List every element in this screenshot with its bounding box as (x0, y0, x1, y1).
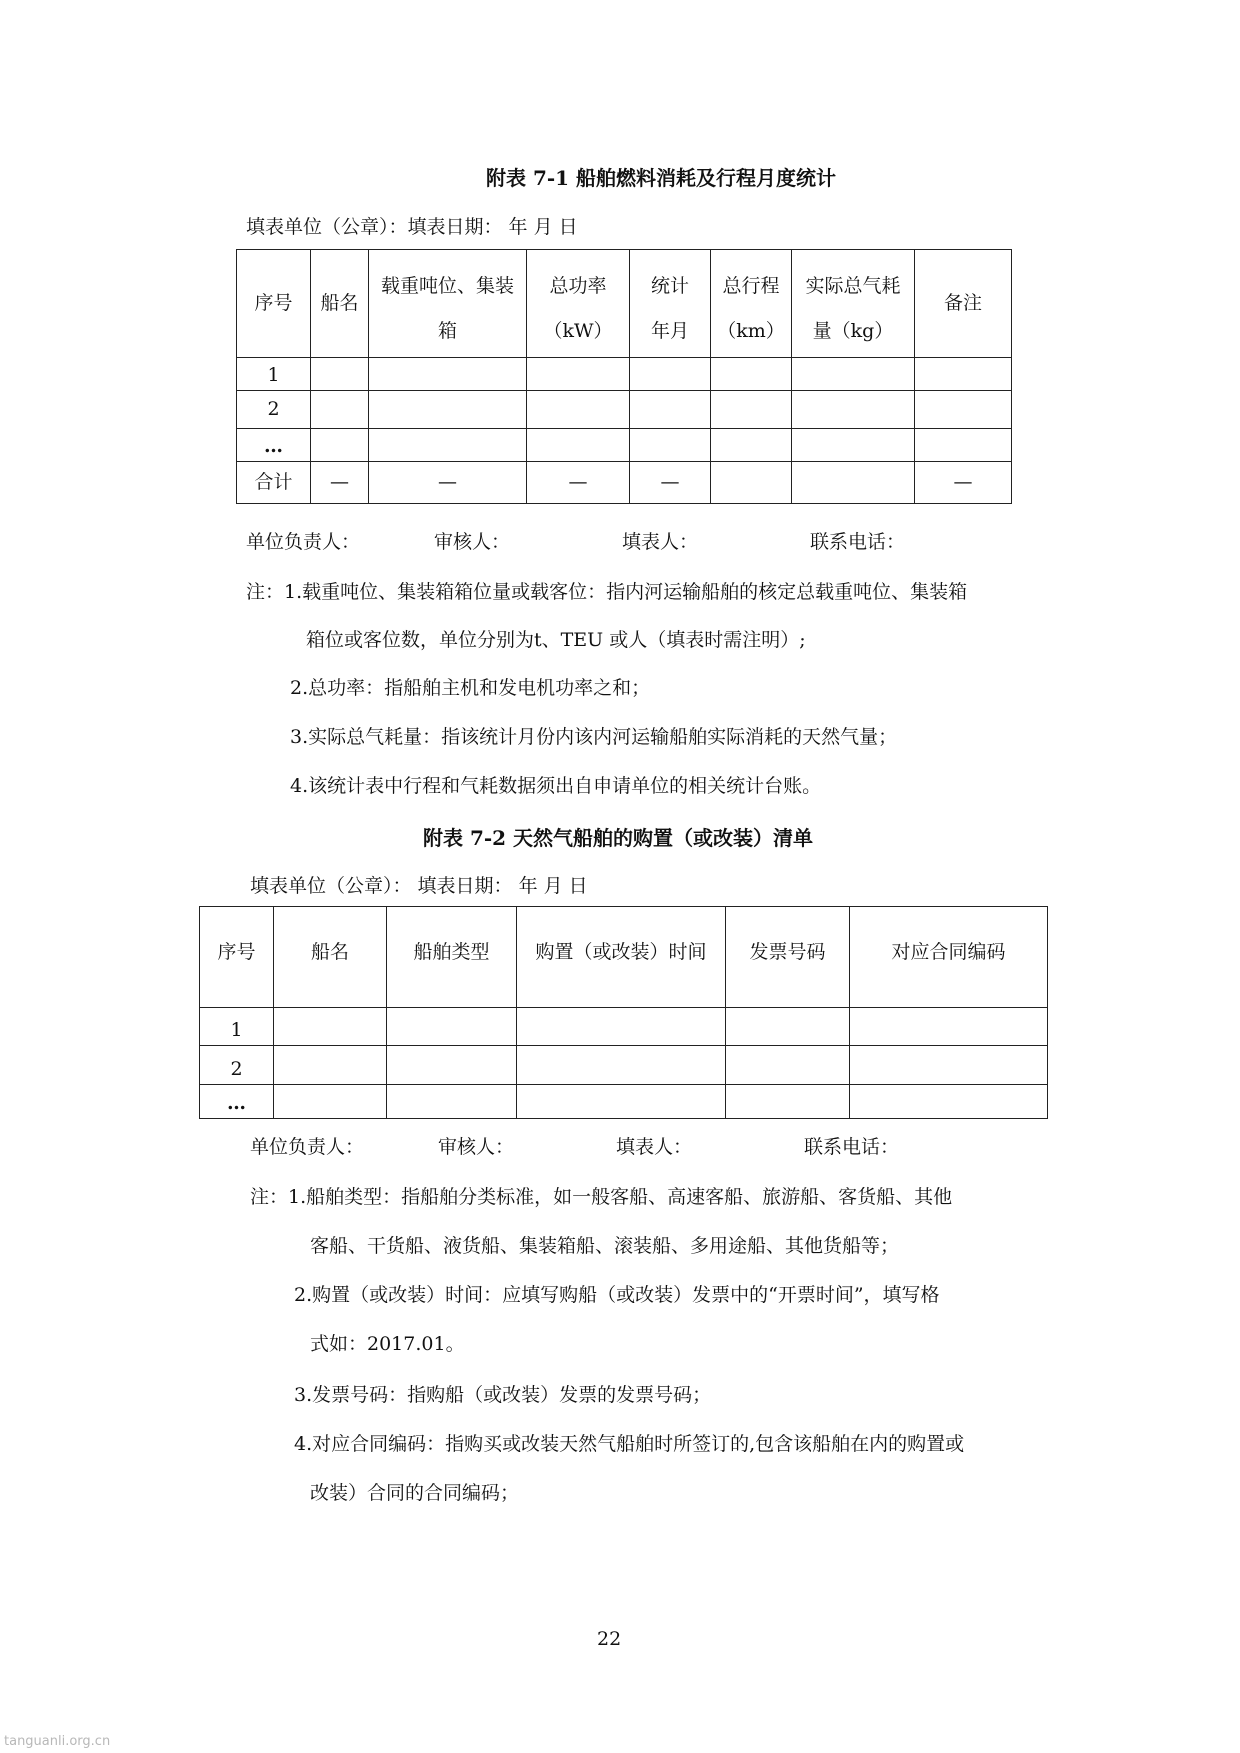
table1-note: 2.总功率：指船舶主机和发电机功率之和； (290, 677, 651, 699)
table1-sig-reviewer: 审核人： (434, 531, 511, 553)
table2-note: 2.购置（或改装）时间：应填写购船（或改装）发票中的“开票时间”，填写格 (294, 1284, 940, 1306)
table2-header-seq: 序号 (200, 907, 274, 1008)
table1-header-distance-line1: 总行程 (722, 275, 780, 297)
table1 (236, 249, 1012, 504)
table1-header-distance (711, 250, 792, 358)
table-row (200, 1008, 1048, 1046)
table2-note: 式如：2017.01。 (310, 1333, 465, 1355)
table1-total-label: 合计 (237, 462, 311, 504)
table2-header-type: 船舶类型 (387, 907, 517, 1008)
table1-row-seq: 1 (237, 358, 311, 391)
table1-note: 注：1.载重吨位、集装箱箱位量或载客位：指内河运输船舶的核定总载重吨位、集装箱 (246, 581, 968, 603)
table1-header-tonnage (369, 250, 527, 358)
table1-total-dash: — (369, 462, 527, 504)
table2-header-time: 购置（或改装）时间 (517, 907, 726, 1008)
table-row (200, 1085, 1048, 1119)
table1-note: 4.该统计表中行程和气耗数据须出自申请单位的相关统计台账。 (290, 775, 822, 797)
page-number: 22 (597, 1628, 622, 1650)
table1-header-power (527, 250, 630, 358)
table1-total-dash: — (527, 462, 630, 504)
table1-header-tonnage-line2: 箱 (437, 319, 457, 342)
table2-sig-reviewer: 审核人： (438, 1136, 515, 1158)
table1-title: 附表 7-1 船舶燃料消耗及行程月度统计 (486, 166, 837, 190)
table1-header-gas (792, 250, 915, 358)
table1-header-name: 船名 (311, 250, 369, 358)
table1-note: 3.实际总气耗量：指该统计月份内该内河运输船舶实际消耗的天然气量； (290, 726, 898, 748)
table1-total-row (237, 462, 1012, 504)
table2-fill-line: 填表单位（公章）： 填表日期： 年 月 日 (250, 875, 588, 897)
table-row (237, 391, 1012, 429)
table1-row-seq: … (237, 429, 311, 462)
table2-row-seq: 1 (200, 1008, 274, 1046)
table2-header-contract: 对应合同编码 (850, 907, 1048, 1008)
table1-sig-filler: 填表人： (622, 531, 699, 553)
table1-sig-head: 单位负责人： (246, 531, 361, 553)
table1-header-seq: 序号 (237, 250, 311, 358)
table1-note: 箱位或客位数，单位分别为t、TEU 或人（填表时需注明）; (306, 629, 806, 651)
table2-note: 注：1.船舶类型：指船舶分类标准，如一般客船、高速客船、旅游船、客货船、其他 (250, 1186, 953, 1208)
table1-total-dash: — (311, 462, 369, 504)
table1-header-row (237, 250, 1012, 358)
table1-total-dash: — (630, 462, 711, 504)
table2-note: 改装）合同的合同编码； (310, 1482, 520, 1504)
table2-sig-filler: 填表人： (616, 1136, 693, 1158)
table2 (199, 906, 1048, 1119)
table2-header-row (200, 907, 1048, 1008)
table1-header-period-line2: 年月 (650, 319, 689, 342)
table1-header-period (630, 250, 711, 358)
table1-sig-phone: 联系电话： (810, 531, 906, 553)
table2-row-seq: … (200, 1085, 274, 1119)
table1-header-gas-line1: 实际总气耗 (805, 275, 901, 297)
table2-header-invoice: 发票号码 (726, 907, 850, 1008)
table2-sig-head: 单位负责人： (250, 1136, 365, 1158)
table1-header-period-line1: 统计 (650, 275, 689, 297)
table2-sig-phone: 联系电话： (804, 1136, 900, 1158)
table2-note: 客船、干货船、液货船、集装箱船、滚装船、多用途船、其他货船等； (310, 1235, 900, 1257)
table2-note: 3.发票号码：指购船（或改装）发票的发票号码； (294, 1384, 712, 1406)
table2-title: 附表 7-2 天然气船舶的购置（或改装）清单 (423, 826, 814, 850)
table2-note: 4.对应合同编码：指购买或改装天然气船舶时所签订的,包含该船舶在内的购置或 (294, 1433, 965, 1455)
table2-header-name: 船名 (274, 907, 387, 1008)
table1-header-remarks: 备注 (915, 250, 1012, 358)
table1-header-gas-line2: 量（kg） (812, 319, 894, 342)
table1-header-tonnage-line1: 载重吨位、集装 (380, 275, 514, 297)
table1-header-power-line2: （kW） (543, 319, 613, 342)
watermark: tanguanli.org.cn (4, 1734, 111, 1749)
table-row (237, 429, 1012, 462)
table2-row-seq: 2 (200, 1046, 274, 1085)
table1-header-distance-line2: （km） (717, 319, 785, 342)
table1-fill-line: 填表单位（公章）：填表日期： 年 月 日 (246, 216, 578, 238)
table-row (200, 1046, 1048, 1085)
table1-total-dash: — (915, 462, 1012, 504)
table1-header-power-line1: 总功率 (549, 275, 607, 297)
table1-row-seq: 2 (237, 391, 311, 429)
table-row (237, 358, 1012, 391)
